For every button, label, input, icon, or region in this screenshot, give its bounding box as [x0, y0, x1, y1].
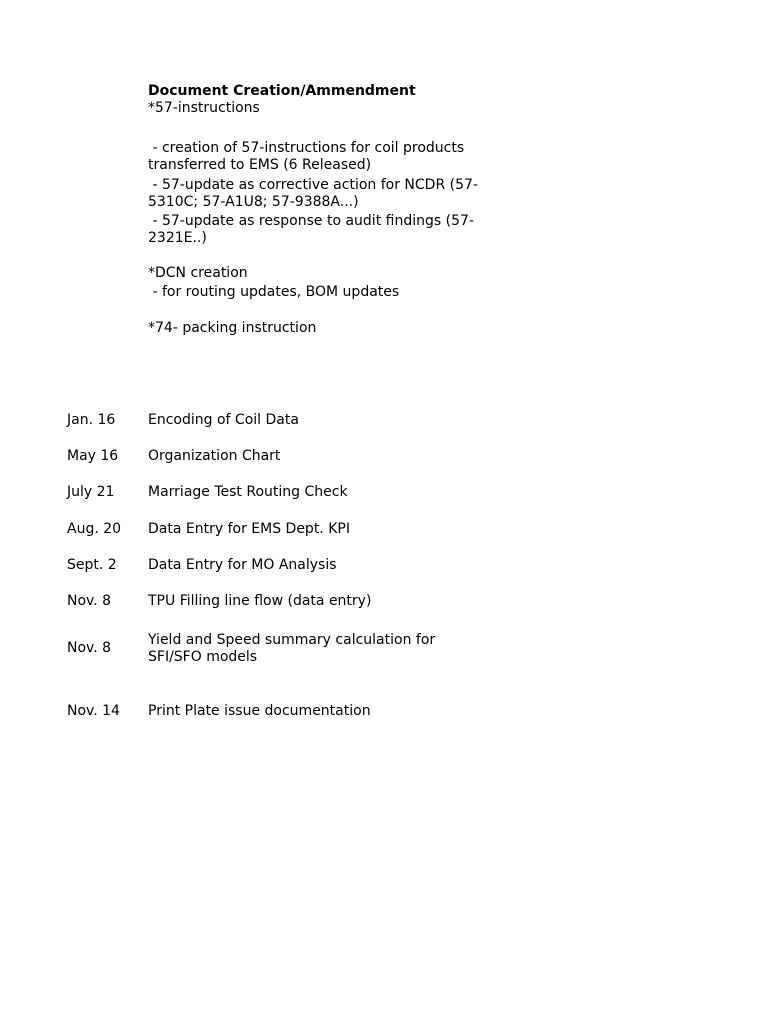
- activity-date: Nov. 8: [67, 640, 112, 656]
- activity-task: Print Plate issue documentation: [148, 703, 371, 719]
- activity-task: Organization Chart: [148, 448, 281, 464]
- list-item: - 57-update as corrective action for NCDR (57-5310C; 57-A1U8; 57-9388A...): [148, 177, 478, 210]
- activity-date: May 16: [67, 448, 119, 464]
- list-item: - 57-update as response to audit findings (57-2321E..): [148, 213, 474, 246]
- section-header-dcn-creation: *DCN creation: [148, 265, 248, 281]
- activity-date: Aug. 20: [67, 521, 122, 537]
- activity-task: Encoding of Coil Data: [148, 412, 299, 428]
- activity-task: Marriage Test Routing Check: [148, 484, 348, 500]
- activity-date: July 21: [67, 484, 115, 500]
- activity-date: Sept. 2: [67, 557, 117, 573]
- activity-task: Yield and Speed summary calculation for SFI/SFO models: [148, 632, 436, 665]
- list-item: - creation of 57-instructions for coil products transferred to EMS (6 Released): [148, 140, 469, 173]
- activity-date: Nov. 8: [67, 593, 112, 609]
- activity-date: Jan. 16: [67, 412, 116, 428]
- activity-task: TPU Filling line flow (data entry): [148, 593, 372, 609]
- activity-task: Data Entry for EMS Dept. KPI: [148, 521, 350, 537]
- activity-date: Nov. 14: [67, 703, 120, 719]
- document-title: Document Creation/Ammendment: [148, 83, 416, 99]
- list-item: - for routing updates, BOM updates: [148, 284, 400, 300]
- section-header-57-instructions: *57-instructions: [148, 100, 260, 116]
- section-header-packing-instruction: *74- packing instruction: [148, 320, 317, 336]
- activity-task: Data Entry for MO Analysis: [148, 557, 337, 573]
